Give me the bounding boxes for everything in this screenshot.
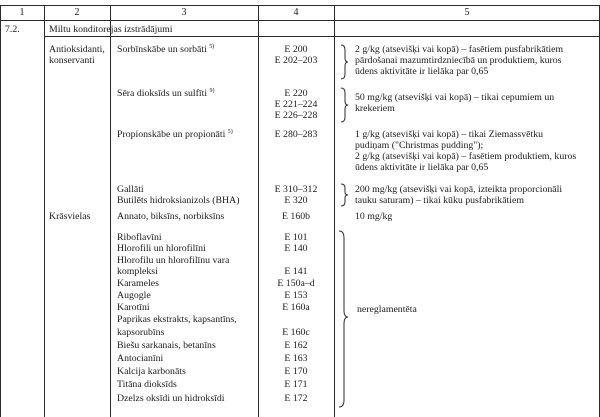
col-divider-4 [258, 5, 259, 417]
substance-propionic: Propionskābe un propionāti $^{5)}$ [117, 129, 233, 140]
list-item: Paprikas ekstrakts, kapsantīns, [117, 314, 237, 325]
brace-sorbic [339, 44, 349, 80]
col-divider-5 [334, 5, 335, 417]
condition-sorbic-3: ūdens aktivitāte ir lielāka par 0,65 [355, 66, 489, 77]
substance-sulfur: Sēra dioksīds un sulfīti $^{9)}$ [117, 88, 215, 99]
list-item: Hlorofili un hlorofilīni [117, 243, 206, 254]
code-e280-283: E 280–283 [274, 129, 318, 140]
group-colours: Krāsvielas [49, 211, 91, 222]
condition-gallates-1: 200 mg/kg (atsevišķi vai kopā, izteikta proporcionāli [355, 184, 563, 195]
section-number: 7.2. [5, 24, 20, 35]
condition-gallates-2: tauku saturam) – tikai kūku pusfabrikātiem [355, 195, 524, 206]
footnote-ref: 9) [209, 88, 215, 94]
list-item-code: E 172 [284, 393, 308, 404]
header-col-1: 1 [19, 7, 25, 18]
footnote-ref: 5) [209, 44, 215, 50]
brace-gallates [339, 183, 349, 207]
section-title: Miltu konditorejas izstrādājumi [49, 24, 173, 35]
group-antioxidants: Antioksidanti, [49, 44, 105, 55]
list-item: Dzelzs oksīdi un hidroksīdi [117, 393, 225, 404]
table-top-border [0, 5, 600, 6]
list-item: Antocianīni [117, 353, 164, 364]
list-item-code: E 170 [284, 366, 308, 377]
list-item: Karotīni [117, 302, 150, 313]
list-item-code: E 150a–d [277, 278, 315, 289]
list-item-code: E 140 [284, 243, 308, 254]
list-item: Augogle [117, 290, 151, 301]
condition-sulfur-2: krekeriem [355, 103, 395, 114]
header-bottom-border [0, 20, 600, 21]
col-divider-3 [110, 5, 111, 417]
group-preservatives: konservanti [49, 55, 95, 66]
col-divider-1 [0, 5, 1, 417]
list-item: Titāna dioksīds [117, 379, 177, 390]
condition-sorbic-2: pārdošanai mazumtirdzniecībā un produktiem, kuros [355, 55, 562, 66]
brace-colours [337, 230, 349, 408]
condition-propionic-4: ūdens aktivitāte ir lielāka par 0,65 [355, 162, 489, 173]
code-e320: E 320 [284, 195, 308, 206]
header-col-4: 4 [293, 7, 299, 18]
substance-gallates: Gallāti [117, 184, 144, 195]
condition-propionic-2: pudiņam ("Christmas pudding"); [355, 140, 484, 151]
header-col-5: 5 [464, 7, 470, 18]
list-item: Kalcija karbonāts [117, 366, 186, 377]
list-item: kompleksi [117, 266, 158, 277]
condition-colours: nereglamentēta [357, 304, 417, 315]
condition-propionic-3: 2 g/kg (atsevišķi vai kopā) – fasētiem produktiem, kuros [355, 151, 577, 162]
list-item-code: E 162 [284, 340, 308, 351]
header-col-3: 3 [181, 7, 187, 18]
code-e226-228: E 226–228 [274, 110, 318, 121]
col-divider-2 [44, 5, 45, 417]
list-item: Biešu sarkanais, betanīns [117, 340, 216, 351]
list-item-code: E 101 [284, 232, 308, 243]
list-item: Karameles [117, 278, 159, 289]
code-e221-224: E 221–224 [274, 99, 318, 110]
header-col-2: 2 [74, 7, 80, 18]
substance-sorbic: Sorbīnskābe un sorbāti $^{5)}$ [117, 44, 215, 55]
footnote-ref: 5) [227, 129, 233, 135]
list-item-code: E 160a [282, 302, 310, 313]
condition-propionic-1: 1 g/kg (atsevišķi vai kopā) – tikai Ziemassvētku [355, 129, 544, 140]
brace-sulfur [339, 87, 349, 123]
substance-annatto: Annato, biksīns, norbiksīns [117, 211, 225, 222]
condition-annatto: 10 mg/kg [355, 211, 393, 222]
code-e160b: E 160b [281, 211, 311, 222]
list-item: kapsorubīns [117, 327, 165, 338]
list-item-code: E 141 [284, 266, 308, 277]
code-e202-203: E 202–203 [274, 55, 318, 66]
condition-sorbic-1: 2 g/kg (atsevišķi vai kopā) – fasētiem pusfabrikātiem [355, 44, 564, 55]
code-e200: E 200 [284, 44, 308, 55]
list-item: Hlorofilu un hlorofilīnu vara [117, 255, 230, 266]
section-title-underline [44, 36, 600, 37]
substance-bha: Butilēts hidroksianizols (BHA) [117, 195, 240, 206]
list-item-code: E 153 [284, 290, 308, 301]
list-item-code: E 160c [282, 327, 310, 338]
code-e220: E 220 [284, 88, 308, 99]
list-item-code: E 163 [284, 353, 308, 364]
condition-sulfur-1: 50 mg/kg (atsevišķi vai kopā) – tikai cepumiem un [355, 92, 555, 103]
code-e310-312: E 310–312 [274, 184, 318, 195]
list-item-code: E 171 [284, 379, 308, 390]
list-item: Riboflavīni [117, 232, 162, 243]
